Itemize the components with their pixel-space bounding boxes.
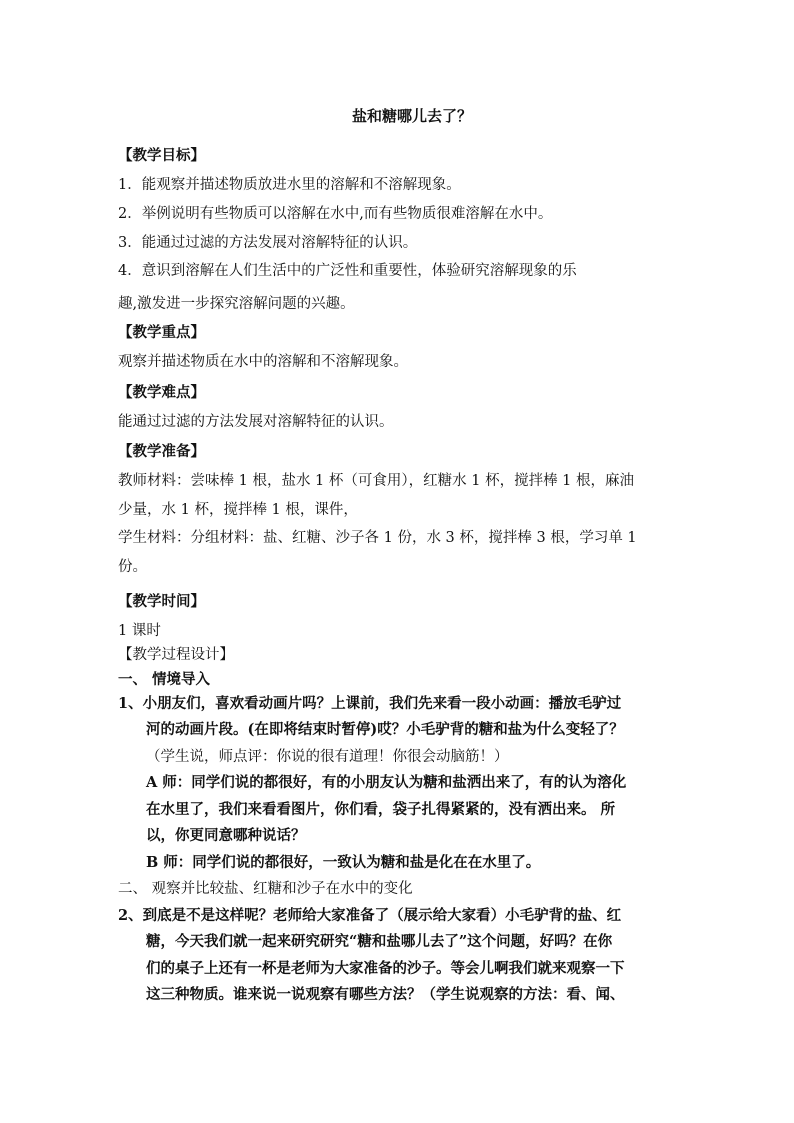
preparation-heading: 【教学准备】 bbox=[118, 443, 205, 460]
key-points-heading: 【教学重点】 bbox=[118, 324, 205, 341]
preparation-line: 学生材料：分组材料：盐、红糖、沙子各 1 份，水 3 杯，搅拌棒 3 根，学习单 1 bbox=[118, 530, 637, 546]
key-points-text: 观察并描述物质在水中的溶解和不溶解现象。 bbox=[118, 354, 408, 370]
goal-item: 4．意识到溶解在人们生活中的广泛性和重要性，体验研究溶解现象的乐 bbox=[118, 263, 577, 279]
preparation-line: 份。 bbox=[118, 559, 147, 575]
difficulty-text: 能通过过滤的方法发展对溶解特征的认识。 bbox=[118, 414, 394, 430]
part1-line: 以，你更同意哪种说话？ bbox=[146, 827, 306, 844]
goals-heading: 【教学目标】 bbox=[118, 147, 205, 164]
preparation-line: 少量，水 1 杯，搅拌棒 1 根，课件， bbox=[118, 502, 358, 518]
part1-line: （学生说，师点评：你说的很有道理！你很会动脑筋！） bbox=[146, 749, 509, 765]
part2-line: 2、到底是不是这样呢？老师给大家准备了（展示给大家看）小毛驴背的盐、红 bbox=[118, 907, 622, 924]
part2-line: 糖，今天我们就一起来研究研究“糖和盐哪儿去了”这个问题，好吗？在你 bbox=[146, 933, 613, 950]
page-title: 盐和糖哪儿去了？ bbox=[351, 107, 472, 125]
part1-line: 河的动画片段。(在即将结束时暂停)哎？小毛驴背的糖和盐为什么变轻了？ bbox=[146, 721, 624, 738]
goal-item-continuation: 趣,激发进一步探究溶解问题的兴趣。 bbox=[118, 296, 355, 312]
difficulty-heading: 【教学难点】 bbox=[118, 384, 205, 401]
preparation-line: 教师材料：尝味棒 1 根，盐水 1 杯（可食用），红糖水 1 杯，搅拌棒 1 根，麻油 bbox=[118, 473, 635, 489]
part1-line: 在水里了，我们来看看图片，你们看，袋子扎得紧紧的，没有洒出来。 所 bbox=[146, 801, 616, 818]
process-heading: 【教学过程设计】 bbox=[118, 647, 234, 663]
part1-line: 1、小朋友们，喜欢看动画片吗？上课前，我们先来看一段小动画：播放毛驴过 bbox=[118, 695, 622, 712]
goal-item: 3．能通过过滤的方法发展对溶解特征的认识。 bbox=[118, 235, 418, 251]
time-heading: 【教学时间】 bbox=[118, 593, 205, 610]
part1-line: A 师：同学们说的都很好，有的小朋友认为糖和盐洒出来了，有的认为溶化 bbox=[146, 774, 627, 791]
part1-heading: 一、 情境导入 bbox=[118, 671, 211, 688]
part2-line: 们的桌子上还有一杯是老师为大家准备的沙子。等会儿啊我们就来观察一下 bbox=[146, 960, 625, 977]
part2-heading: 二、 观察并比较盐、红糖和沙子在水中的变化 bbox=[118, 881, 413, 897]
part1-line: B 师：同学们说的都很好，一致认为糖和盐是化在在水里了。 bbox=[146, 854, 541, 871]
goal-item: 1．能观察并描述物质放进水里的溶解和不溶解现象。 bbox=[118, 177, 461, 193]
part2-line: 这三种物质。谁来说一说观察有哪些方法？（学生说观察的方法：看、闻、 bbox=[146, 986, 625, 1003]
goal-item: 2．举例说明有些物质可以溶解在水中,而有些物质很难溶解在水中。 bbox=[118, 206, 553, 222]
time-text: 1 课时 bbox=[118, 623, 161, 639]
